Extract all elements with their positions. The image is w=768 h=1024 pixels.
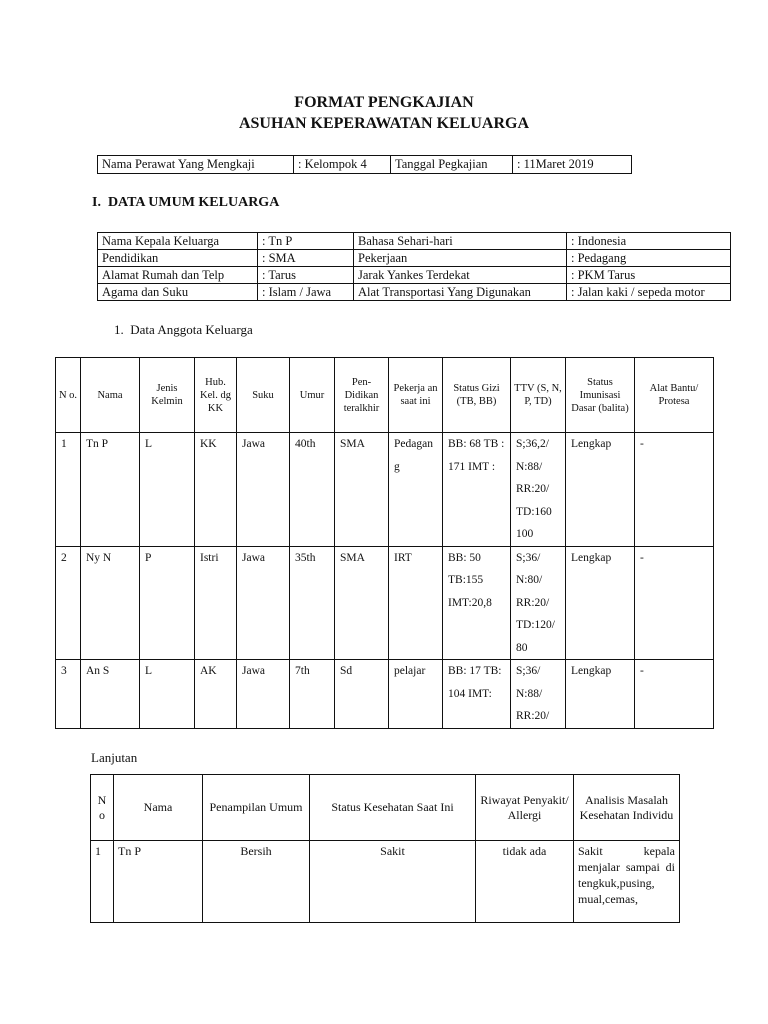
header-suku: Suku [237, 358, 290, 433]
cell-alat-bantu: - [635, 433, 714, 547]
cell-pendidikan: Sd [335, 660, 389, 729]
row-value: : Pedagang [567, 250, 731, 267]
row-label: Pekerjaan [354, 250, 567, 267]
cell-pendidikan: SMA [335, 546, 389, 660]
cell-pekerjaan: pelajar [389, 660, 443, 729]
subheading-data-anggota: 1. Data Anggota Keluarga [114, 322, 253, 337]
header-penampilan-umum: Penampilan Umum [203, 775, 310, 841]
cell-ttv: S;36/ N:88/ RR:20/ [511, 660, 566, 729]
row-value: : SMA [258, 250, 354, 267]
section-heading-data-umum: I. DATA UMUM KELUARGA [92, 195, 280, 210]
header-no: N o [91, 775, 114, 841]
nurse-value: : Kelompok 4 [294, 156, 391, 174]
cell-nama: Tn P [81, 433, 140, 547]
cell-no: 1 [56, 433, 81, 547]
row-value: : Tn P [258, 233, 354, 250]
cell-nama: An S [81, 660, 140, 729]
header-status-imunisasi: Status Imunisasi Dasar (balita) [566, 358, 635, 433]
header-jenis-kelamin: Jenis Kelmin [140, 358, 195, 433]
cell-status-imunisasi: Lengkap [566, 660, 635, 729]
date-label: Tanggal Pegkajian [391, 156, 513, 174]
header-pendidikan: Pen- Didikan teralkhir [335, 358, 389, 433]
table-row [91, 841, 680, 923]
cell-pekerjaan: IRT [389, 546, 443, 660]
table-row [56, 433, 714, 547]
row-value: : Indonesia [567, 233, 731, 250]
cell-hubungan: KK [195, 433, 237, 547]
header-riwayat-penyakit: Riwayat Penyakit/ Allergi [476, 775, 574, 841]
table-row [56, 546, 714, 660]
row-label: Jarak Yankes Terdekat [354, 267, 567, 284]
cell-status-gizi: BB: 68 TB : 171 IMT : [443, 433, 511, 547]
cell-pekerjaan: Pedagan g [389, 433, 443, 547]
cell-pendidikan: SMA [335, 433, 389, 547]
cell-status-gizi: BB: 17 TB: 104 IMT: [443, 660, 511, 729]
row-label: Pendidikan [98, 250, 258, 267]
table-row [56, 660, 714, 729]
header-umur: Umur [290, 358, 335, 433]
header-status-gizi: Status Gizi (TB, BB) [443, 358, 511, 433]
cell-status-gizi: BB: 50 TB:155 IMT:20,8 [443, 546, 511, 660]
cell-status-kesehatan: Sakit [310, 841, 476, 923]
header-pekerjaan: Pekerja an saat ini [389, 358, 443, 433]
document-title-line1: FORMAT PENGKAJIAN [294, 94, 474, 111]
row-value: : PKM Tarus [567, 267, 731, 284]
data-anggota-table [55, 357, 714, 729]
cell-jenis-kelamin: L [140, 433, 195, 547]
header-hubungan: Hub. Kel. dg KK [195, 358, 237, 433]
cell-no: 3 [56, 660, 81, 729]
data-anggota-header-row [56, 358, 714, 433]
row-label: Alamat Rumah dan Telp [98, 267, 258, 284]
cell-hubungan: AK [195, 660, 237, 729]
header-ttv: TTV (S, N, P, TD) [511, 358, 566, 433]
cell-alat-bantu: - [635, 660, 714, 729]
nurse-label: Nama Perawat Yang Mengkaji [98, 156, 294, 174]
lanjutan-header-row [91, 775, 680, 841]
cell-status-imunisasi: Lengkap [566, 546, 635, 660]
cell-analisis-masalah: Sakit kepala menjalar sampai di tengkuk,pusing, mual,cemas, [574, 841, 680, 923]
cell-penampilan-umum: Bersih [203, 841, 310, 923]
data-umum-row [98, 267, 731, 284]
data-umum-row [98, 233, 731, 250]
cell-jenis-kelamin: P [140, 546, 195, 660]
header-status-kesehatan: Status Kesehatan Saat Ini [310, 775, 476, 841]
cell-nama: Tn P [114, 841, 203, 923]
document-title-line2: ASUHAN KEPERAWATAN KELUARGA [238, 115, 530, 132]
assessor-info-row [98, 156, 632, 174]
header-nama: Nama [81, 358, 140, 433]
cell-suku: Jawa [237, 433, 290, 547]
cell-no: 1 [91, 841, 114, 923]
data-umum-table [97, 232, 731, 301]
cell-alat-bantu: - [635, 546, 714, 660]
lanjutan-label: Lanjutan [91, 750, 138, 765]
row-label: Bahasa Sehari-hari [354, 233, 567, 250]
cell-jenis-kelamin: L [140, 660, 195, 729]
data-umum-row [98, 250, 731, 267]
cell-ttv: S;36,2/ N:88/ RR:20/ TD:160 100 [511, 433, 566, 547]
date-value: : 11Maret 2019 [513, 156, 632, 174]
header-no: N o. [56, 358, 81, 433]
cell-ttv: S;36/ N:80/ RR:20/ TD:120/ 80 [511, 546, 566, 660]
cell-umur: 7th [290, 660, 335, 729]
row-label: Agama dan Suku [98, 284, 258, 301]
row-label: Nama Kepala Keluarga [98, 233, 258, 250]
row-value: : Tarus [258, 267, 354, 284]
row-value: : Islam / Jawa [258, 284, 354, 301]
data-umum-row [98, 284, 731, 301]
lanjutan-table [90, 774, 680, 923]
assessor-info-table [97, 155, 632, 174]
row-label: Alat Transportasi Yang Digunakan [354, 284, 567, 301]
cell-status-imunisasi: Lengkap [566, 433, 635, 547]
cell-suku: Jawa [237, 546, 290, 660]
header-analisis-masalah: Analisis Masalah Kesehatan Individu [574, 775, 680, 841]
header-nama: Nama [114, 775, 203, 841]
row-value: : Jalan kaki / sepeda motor [567, 284, 731, 301]
cell-suku: Jawa [237, 660, 290, 729]
cell-umur: 40th [290, 433, 335, 547]
cell-hubungan: Istri [195, 546, 237, 660]
cell-riwayat-penyakit: tidak ada [476, 841, 574, 923]
header-alat-bantu: Alat Bantu/ Protesa [635, 358, 714, 433]
cell-nama: Ny N [81, 546, 140, 660]
cell-no: 2 [56, 546, 81, 660]
cell-umur: 35th [290, 546, 335, 660]
